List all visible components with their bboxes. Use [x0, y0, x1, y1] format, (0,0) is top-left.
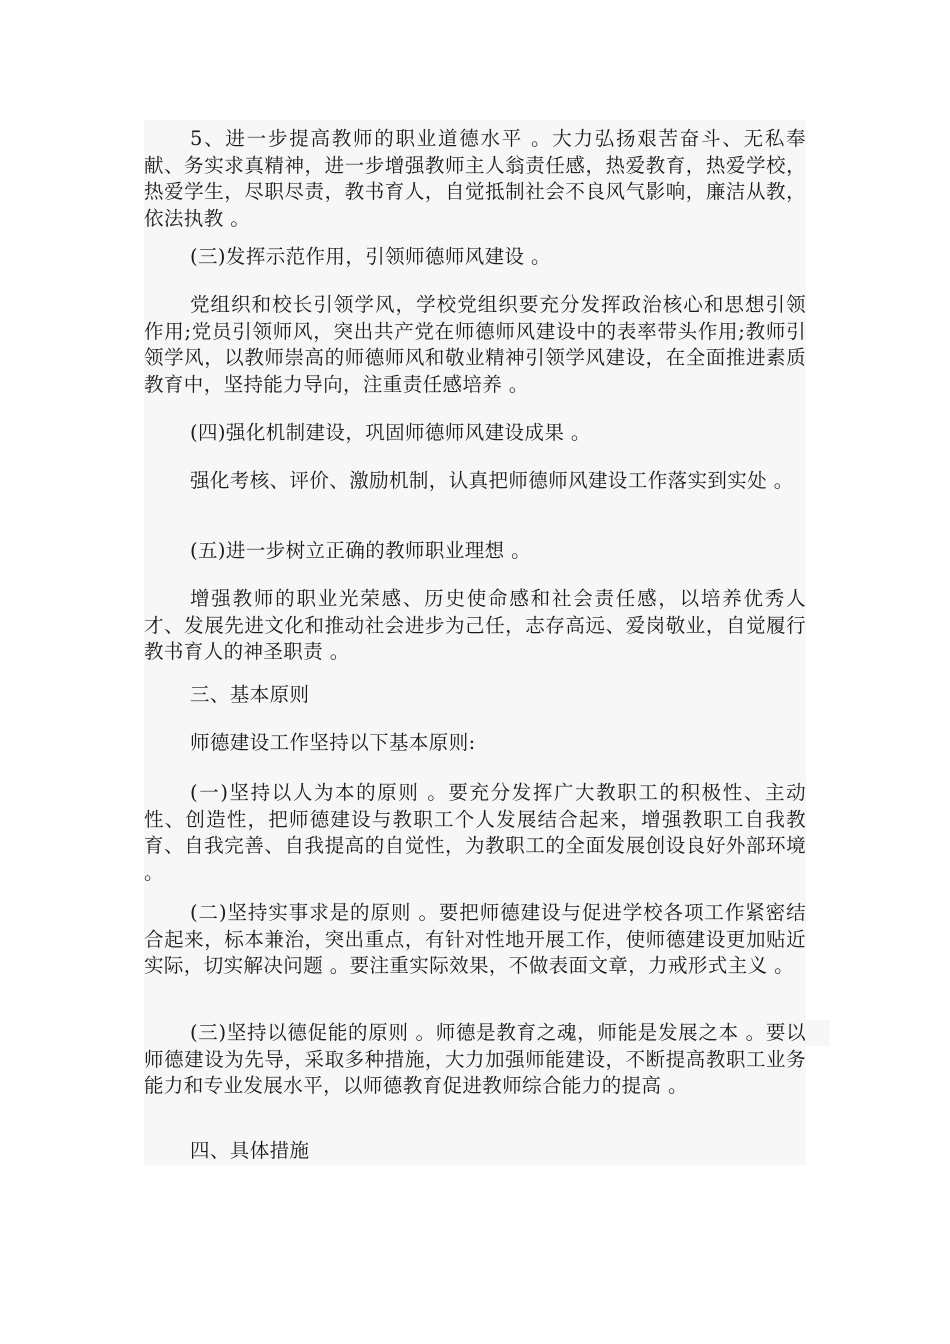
- paragraph-party-leadership: 党组织和校长引领学风，学校党组织要充分发挥政治核心和思想引领作用;党员引领师风，突出共产党在师德师风建设中的表率带头作用;教师引领学风，以教师崇高的师德师风和敬业精神引领学风建设，在全面推进素质教育中，坚持能力导向，注重责任感培养 。: [144, 293, 806, 396]
- heading-section-4-mechanism: (四)强化机制建设，巩固师德师风建设成果 。: [190, 421, 591, 444]
- document-page: [144, 120, 806, 1165]
- paragraph-assessment-mechanism: 强化考核、评价、激励机制，认真把师德师风建设工作落实到实处 。: [190, 469, 794, 492]
- paragraph-principle-ethics-ability: (三)坚持以德促能的原则 。师德是教育之魂，师能是发展之本 。要以师德建设为先导，采取多种措施，大力加强师能建设，不断提高教职工业务能力和专业发展水平，以师德教育促进教师综合能力的提高 。: [144, 1021, 806, 1097]
- paragraph-teacher-ethics-level: 5、进一步提高教师的职业道德水平 。大力弘扬艰苦奋斗、无私奉献、务实求真精神，进一步增强教师主人翁责任感，热爱教育，热爱学校，热爱学生，尽职尽责，教书育人，自觉抵制社会不良风气影响，廉洁从教，依法执教 。: [144, 127, 806, 230]
- paragraph-principles-intro: 师德建设工作坚持以下基本原则:: [190, 731, 476, 754]
- paragraph-highlight-overflow: [806, 1020, 830, 1046]
- paragraph-professional-honor: 增强教师的职业光荣感、历史使命感和社会责任感，以培养优秀人才、发展先进文化和推动社会进步为己任，志存高远、爱岗敬业，自觉履行教书育人的神圣职责 。: [144, 587, 806, 663]
- paragraph-principle-people-oriented: (一)坚持以人为本的原则 。要充分发挥广大教职工的积极性、主动性、创造性，把师德建设与教职工个人发展结合起来，增强教职工自我教育、自我完善、自我提高的自觉性，为教职工的全面发展创设良好外部环境 。: [144, 781, 806, 884]
- heading-section-5-career-ideal: (五)进一步树立正确的教师职业理想 。: [190, 539, 532, 562]
- heading-section-3-demonstration: (三)发挥示范作用，引领师德师风建设 。: [190, 245, 551, 268]
- paragraph-principle-seek-truth: (二)坚持实事求是的原则 。要把师德建设与促进学校各项工作紧密结合起来，标本兼治，突出重点，有针对性地开展工作，使师德建设更加贴近实际，切实解决问题 。要注重实际效果，不做表面文章，力戒形式主义 。: [144, 901, 806, 977]
- heading-specific-measures: 四、具体措施: [190, 1139, 310, 1162]
- heading-basic-principles: 三、基本原则: [190, 683, 310, 706]
